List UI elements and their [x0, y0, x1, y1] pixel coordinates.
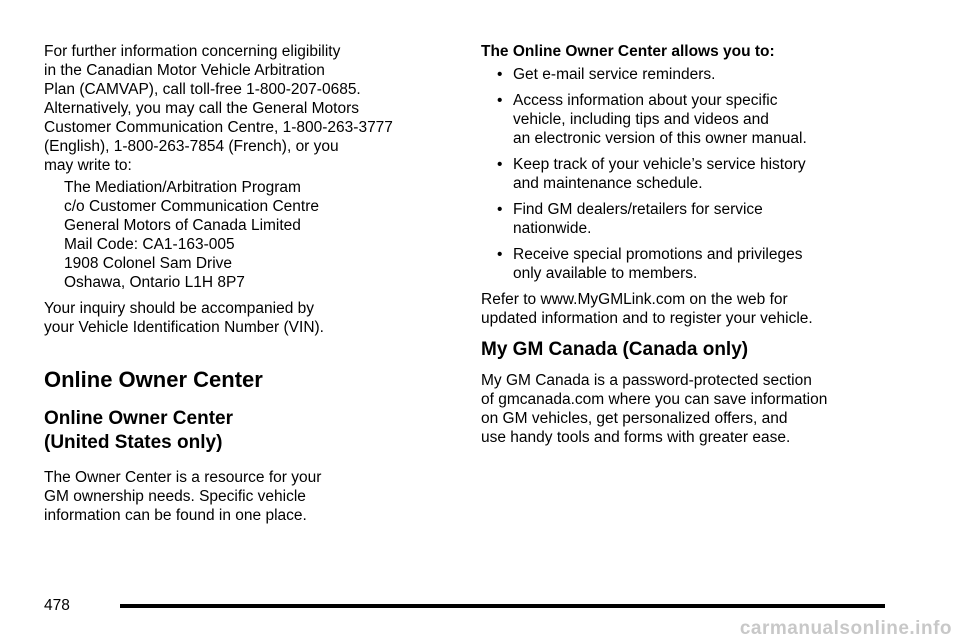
- watermark: carmanualsonline.info: [739, 618, 952, 639]
- text-line: may write to:: [44, 157, 132, 174]
- list-item: [481, 200, 921, 238]
- list-item: [481, 65, 921, 84]
- list-item: [481, 155, 921, 193]
- section-heading-my-gm-canada: My GM Canada (Canada only): [481, 339, 749, 360]
- footer-rule: [120, 604, 885, 608]
- text-line: on GM vehicles, get personalized offers, and: [481, 410, 788, 427]
- text-line: Plan (CAMVAP), call toll-free 1-800-207-0685.: [44, 81, 361, 98]
- address-line: Oshawa, Ontario L1H 8P7: [64, 274, 245, 291]
- text-line: For further information concerning eligibility: [44, 43, 341, 60]
- text-line: nationwide.: [513, 220, 592, 237]
- text-line: vehicle, including tips and videos and: [513, 111, 769, 128]
- heading-line: Online Owner Center: [44, 408, 233, 429]
- text-line: Your inquiry should be accompanied by: [44, 300, 314, 317]
- text-line: GM ownership needs. Specific vehicle: [44, 488, 306, 505]
- address-line: c/o Customer Communication Centre: [64, 198, 319, 215]
- address-line: General Motors of Canada Limited: [64, 217, 301, 234]
- mailing-address: [64, 178, 464, 292]
- list-item: [481, 245, 921, 283]
- page-number: 478: [44, 597, 70, 614]
- text-line: only available to members.: [513, 265, 698, 282]
- bullet-icon: •: [497, 92, 503, 109]
- bullet-icon: •: [497, 246, 503, 263]
- heading-line: (United States only): [44, 432, 223, 453]
- refer-paragraph: [481, 290, 921, 328]
- text-line: information can be found in one place.: [44, 507, 307, 524]
- address-line: Mail Code: CA1-163-005: [64, 236, 235, 253]
- text-line: Receive special promotions and privileges: [513, 246, 803, 263]
- text-line: in the Canadian Motor Vehicle Arbitration: [44, 62, 325, 79]
- text-line: Access information about your specific: [513, 92, 778, 109]
- address-line: The Mediation/Arbitration Program: [64, 179, 301, 196]
- text-line: Find GM dealers/retailers for service: [513, 201, 763, 218]
- text-line: an electronic version of this owner manual.: [513, 130, 807, 147]
- text-line: use handy tools and forms with greater ease.: [481, 429, 791, 446]
- text-line: Alternatively, you may call the General Motors: [44, 100, 360, 117]
- my-gm-canada-description: [481, 371, 921, 447]
- list-item: [481, 91, 921, 148]
- text-line: your Vehicle Identification Number (VIN).: [44, 319, 324, 336]
- camvap-intro-paragraph: [44, 42, 464, 175]
- bullet-icon: •: [497, 201, 503, 218]
- address-line: 1908 Colonel Sam Drive: [64, 255, 233, 272]
- owner-center-description: [44, 468, 464, 525]
- text-line: Keep track of your vehicle’s service history: [513, 156, 806, 173]
- text-line: Refer to www.MyGMLink.com on the web for: [481, 291, 788, 308]
- subsection-heading-united-states: [44, 407, 464, 455]
- text-line: (English), 1-800-263-7854 (French), or you: [44, 138, 339, 155]
- text-line: Customer Communication Centre, 1-800-263-3777: [44, 119, 393, 136]
- text-line: Get e-mail service reminders.: [513, 66, 716, 83]
- text-line: and maintenance schedule.: [513, 175, 703, 192]
- section-heading-online-owner-center: Online Owner Center: [44, 367, 263, 392]
- allows-heading: The Online Owner Center allows you to:: [481, 43, 775, 60]
- text-line: of gmcanada.com where you can save information: [481, 391, 828, 408]
- text-line: updated information and to register your vehicle.: [481, 310, 813, 327]
- feature-list: [481, 65, 921, 283]
- bullet-icon: •: [497, 156, 503, 173]
- left-column: [44, 42, 464, 525]
- text-line: The Owner Center is a resource for your: [44, 469, 322, 486]
- text-line: My GM Canada is a password-protected section: [481, 372, 812, 389]
- right-column: [481, 42, 921, 447]
- bullet-icon: •: [497, 66, 503, 83]
- inquiry-paragraph: [44, 299, 464, 337]
